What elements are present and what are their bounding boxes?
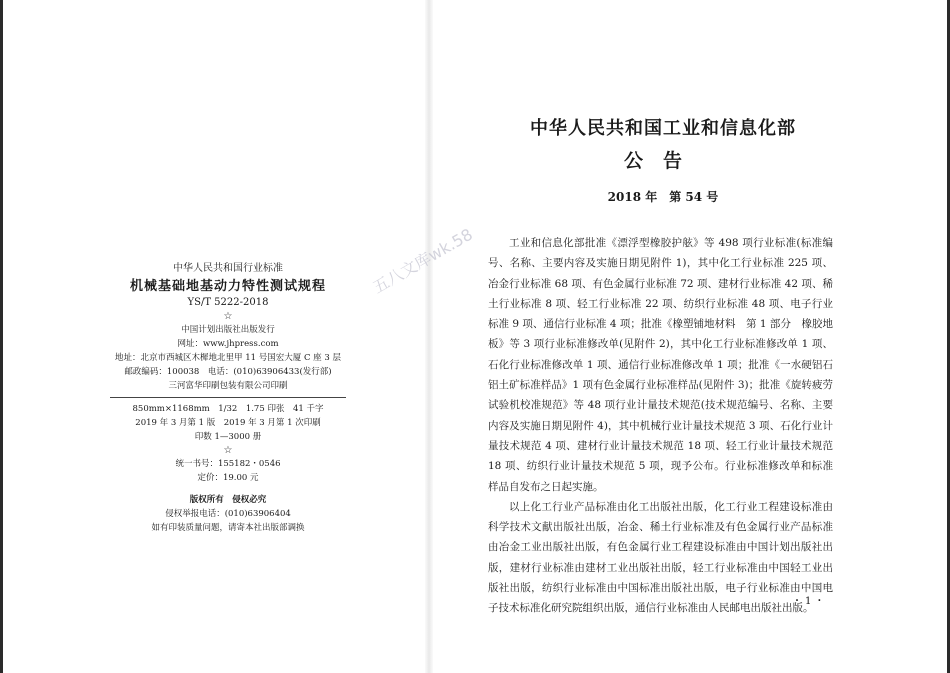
website: 网址：www.jhpress.com	[177, 339, 279, 349]
isbn: 统一书号：155182・0546	[175, 459, 281, 469]
page-number: ・1・	[792, 596, 828, 607]
star-icon: ☆	[223, 311, 233, 322]
right-page	[440, 0, 940, 673]
spacer	[110, 485, 346, 493]
watermark: 五八文库wk.58	[369, 224, 476, 298]
standard-code: YS/T 5222-2018	[187, 297, 269, 308]
edition-info: 2019 年 3 月第 1 版 2019 年 3 月第 1 次印刷	[135, 418, 321, 428]
report-phone: 侵权举报电话：(010)63906404	[165, 509, 291, 519]
notice-number: 2018 年 第 54 号	[607, 190, 719, 204]
notice-title: 公告	[623, 150, 702, 172]
notice-body	[488, 233, 833, 619]
standard-series: 中华人民共和国行业标准	[173, 263, 283, 274]
ministry-heading: 中华人民共和国工业和信息化部	[530, 118, 796, 139]
standard-title: 机械基础地基动力特性测试规程	[129, 279, 326, 294]
paragraph: 工业和信息化部批准《漂浮型橡胶护舷》等 498 项行业标准(标准编号、名称、主要内容及实施日期见附件 1)，其中化工行业标准 225 项、冶金行业标准 68 项、有色金属行业标准 72 项、建材行业标准 42 项、稀土行业标准 8 项、轻工行业标准 22 项、纺织行业标准 48 项、电子行业标准 9 项、通信行业标准 4 项；批准《橡塑铺地材料 第 1 部分 橡胶地板》等 3 项行业标准修改单(见附件 2)，其中化工行业标准修改单 1 项、石化行业标准修改单 1 项、通信行业标准修改单 1 项；批准《一水硬铝石铝土矿标准样品》1 项有色金属行业标准样品(见附件 3)；批准《旋转疲劳试验机校准规范》等 48 项行业计量技术规范(技术规范编号、名称、主要内容及实施日期见附件 4)，其中机械行业计量技术规范 3 项、石化行业计量技术规范 4 项、建材行业计量技术规范 18 项、轻工行业计量技术规范 18 项、纺织行业计量技术规范 5 项，现予公布。行业标准修改单和标准样品自发布之日起实施。	[488, 237, 833, 493]
price: 定价：19.00 元	[197, 473, 259, 483]
format-info: 850mm×1168mm 1/32 1.75 印张 41 千字	[132, 404, 324, 414]
colophon	[110, 262, 346, 535]
postcode-phone: 邮政编码：100038 电话：(010)63906433(发行部)	[124, 367, 332, 377]
address: 地址：北京市西城区木樨地北里甲 11 号国宏大厦 C 座 3 层	[115, 353, 341, 363]
divider	[110, 397, 346, 398]
publisher: 中国计划出版社出版发行	[181, 325, 275, 335]
left-scan-edge	[0, 0, 3, 673]
paragraph: 以上化工行业产品标准由化工出版社出版，化工行业工程建设标准由科学技术文献出版社出版，冶金、稀土行业标准及有色金属行业产品标准由冶金工业出版社出版，有色金属行业工程建设标准由中国计划出版社出版，建材行业标准由建材工业出版社出版，轻工行业标准由中国轻工业出版社出版，纺织行业标准由中国标准出版社出版，电子行业标准由中国电子技术标准化研究院组织出版，通信行业标准由人民邮电出版社出版。	[488, 500, 833, 615]
book-gutter	[425, 0, 433, 673]
print-run: 印数 1—3000 册	[194, 432, 262, 442]
quality-note: 如有印装质量问题，请寄本社出版部调换	[151, 523, 305, 533]
star-icon: ☆	[223, 445, 233, 456]
copyright-notice: 版权所有 侵权必究	[189, 495, 267, 505]
printer: 三河富华印刷包装有限公司印刷	[168, 381, 288, 391]
